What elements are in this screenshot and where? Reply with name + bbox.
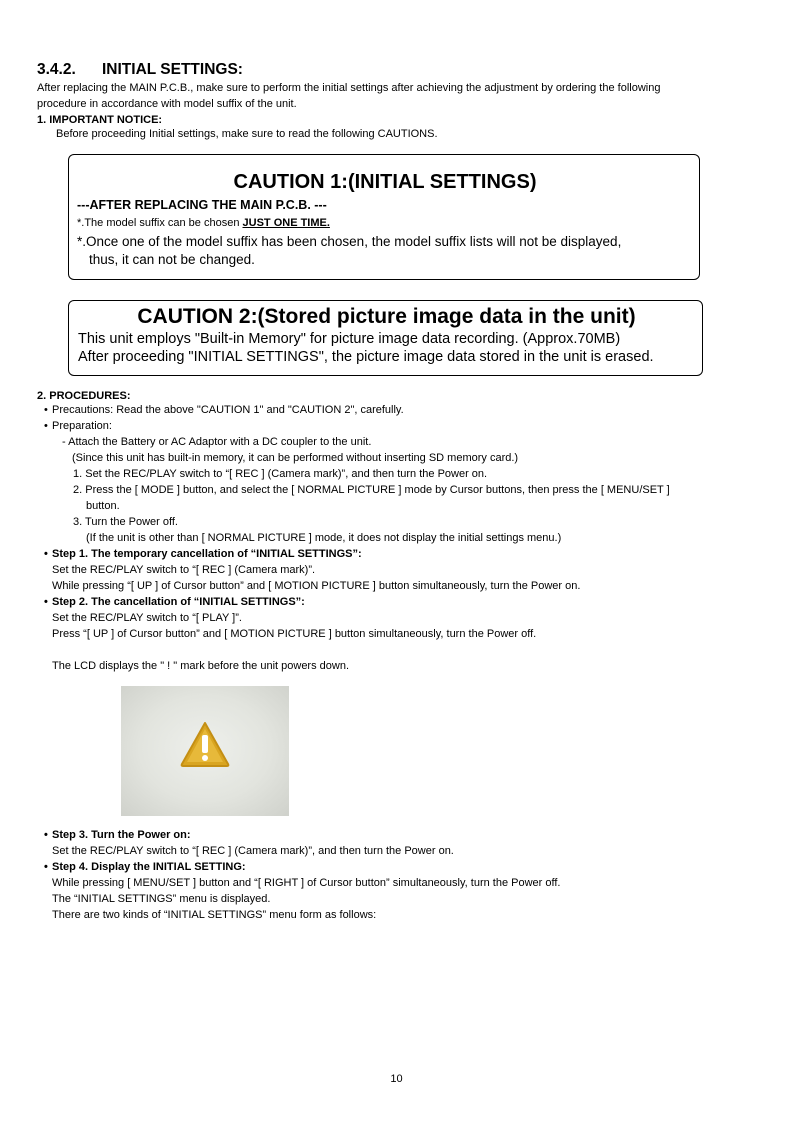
section-title: INITIAL SETTINGS: <box>102 61 243 78</box>
step-4-line-1: While pressing [ MENU/SET ] button and “[ RIGHT ] of Cursor button” simultaneously, turn the Power off. <box>52 877 561 889</box>
bullet: • <box>44 829 48 841</box>
caution-2-line-1: This unit employs "Built-in Memory" for picture image data recording. (Approx.70MB) <box>78 331 621 347</box>
notice-text: Before proceeding Initial settings, make sure to read the following CAUTIONS. <box>56 128 438 140</box>
caution-1-line-3: thus, it can not be changed. <box>89 252 255 267</box>
step-4-line-3: There are two kinds of “INITIAL SETTINGS” menu form as follows: <box>52 909 377 921</box>
bullet: • <box>44 548 48 560</box>
notice-heading: 1. IMPORTANT NOTICE: <box>37 114 163 126</box>
prep-step-2b: button. <box>86 500 120 512</box>
prep-attach: - Attach the Battery or AC Adaptor with a DC coupler to the unit. <box>62 436 372 448</box>
section-heading <box>37 61 243 79</box>
prep-note: (Since this unit has built-in memory, it can be performed without inserting SD memory card.) <box>72 452 519 464</box>
prep-step-1: 1. Set the REC/PLAY switch to “[ REC ] (Camera mark)”, and then turn the Power on. <box>73 468 488 480</box>
preparation-item <box>44 420 112 433</box>
caution-2-title: CAUTION 2:(Stored picture image data in the unit) <box>137 305 636 328</box>
caution-1-emphasis: JUST ONE TIME. <box>242 217 330 229</box>
prep-step-2a: 2. Press the [ MODE ] button, and select the [ NORMAL PICTURE ] mode by Cursor buttons, then press the [ MENU/SET ] <box>73 484 670 496</box>
step-3-line-1: Set the REC/PLAY switch to “[ REC ] (Camera mark)”, and then turn the Power on. <box>52 845 454 857</box>
warning-triangle-icon <box>179 720 231 768</box>
lcd-photo <box>121 686 289 816</box>
caution-1-line-1-prefix: *.The model suffix can be chosen <box>77 217 243 229</box>
step-2-line-2: Press “[ UP ] of Cursor button” and [ MOTION PICTURE ] button simultaneously, turn the Power off. <box>52 628 537 640</box>
bullet: • <box>44 861 48 873</box>
step-1-line-2: While pressing “[ UP ] of Cursor button” and [ MOTION PICTURE ] button simultaneously, turn the Power on. <box>52 580 581 592</box>
step-3-title <box>44 829 191 842</box>
precautions-item <box>44 404 404 417</box>
step-3-title-text: Step 3. Turn the Power on: <box>52 829 191 841</box>
page-number: 10 <box>390 1073 403 1085</box>
caution-1-subtitle: ---AFTER REPLACING THE MAIN P.C.B. --- <box>77 198 327 212</box>
step-4-title-text: Step 4. Display the INITIAL SETTING: <box>52 861 246 873</box>
section-number: 3.4.2. <box>37 61 76 78</box>
lcd-text: The LCD displays the " ! " mark before the unit powers down. <box>52 660 350 672</box>
precautions-text: Precautions: Read the above "CAUTION 1" and "CAUTION 2", carefully. <box>52 404 404 416</box>
step-2-title-text: Step 2. The cancellation of “INITIAL SETTINGS”: <box>52 596 305 608</box>
step-1-title-text: Step 1. The temporary cancellation of “INITIAL SETTINGS”: <box>52 548 362 560</box>
caution-1-title: CAUTION 1:(INITIAL SETTINGS) <box>233 171 537 193</box>
step-2-line-1: Set the REC/PLAY switch to “[ PLAY ]”. <box>52 612 242 624</box>
caution-1-line-2: *.Once one of the model suffix has been chosen, the model suffix lists will not be displayed, <box>77 234 622 249</box>
step-4-title <box>44 861 246 874</box>
bullet: • <box>44 420 48 432</box>
step-1-title <box>44 548 362 561</box>
preparation-text: Preparation: <box>52 420 112 432</box>
step-2-title <box>44 596 305 609</box>
caution-2-box <box>68 300 703 376</box>
bullet: • <box>44 596 48 608</box>
caution-1-box <box>68 154 700 280</box>
prep-step-3: 3. Turn the Power off. <box>73 516 178 528</box>
step-1-line-1: Set the REC/PLAY switch to “[ REC ] (Camera mark)”. <box>52 564 316 576</box>
step-4-line-2: The “INITIAL SETTINGS” menu is displayed. <box>52 893 271 905</box>
intro-line-2: procedure in accordance with model suffix of the unit. <box>37 98 297 110</box>
prep-step-3-note: (If the unit is other than [ NORMAL PICTURE ] mode, it does not display the initial settings menu.) <box>86 532 562 544</box>
bullet: • <box>44 404 48 416</box>
procedures-heading: 2. PROCEDURES: <box>37 390 131 402</box>
caution-2-line-2: After proceeding "INITIAL SETTINGS", the picture image data stored in the unit is erased. <box>78 349 654 365</box>
intro-line-1: After replacing the MAIN P.C.B., make sure to perform the initial settings after achieving the adjustment by ordering the following <box>37 82 661 94</box>
caution-1-line-1 <box>77 217 330 229</box>
